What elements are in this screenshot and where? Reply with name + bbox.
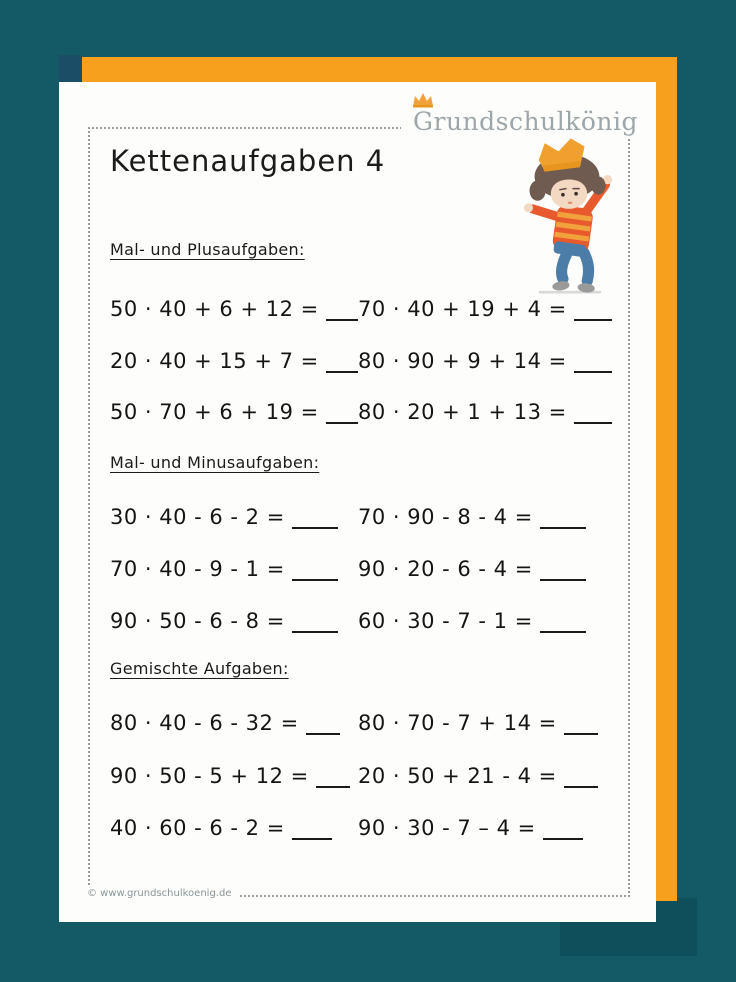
problem bbox=[358, 297, 612, 321]
answer-blank bbox=[574, 351, 612, 373]
problem-row bbox=[110, 349, 630, 373]
problem-expression: 30 · 40 - 6 - 2 = bbox=[110, 505, 285, 529]
problem-expression: 70 · 90 - 8 - 4 = bbox=[358, 505, 533, 529]
grundschulkoenig-logo bbox=[401, 107, 640, 136]
problem-expression: 50 · 70 + 6 + 19 = bbox=[110, 400, 319, 424]
problem-expression: 90 · 50 - 5 + 12 = bbox=[110, 764, 309, 788]
problem-expression: 80 · 20 + 1 + 13 = bbox=[358, 400, 567, 424]
problem-expression: 90 · 20 - 6 - 4 = bbox=[358, 557, 533, 581]
answer-blank bbox=[316, 766, 350, 788]
problem-expression: 40 · 60 - 6 - 2 = bbox=[110, 816, 285, 840]
answer-blank bbox=[292, 507, 338, 529]
answer-blank bbox=[292, 611, 338, 633]
corner-shadow bbox=[59, 55, 82, 82]
problem-expression: 70 · 40 - 9 - 1 = bbox=[110, 557, 285, 581]
problem bbox=[110, 297, 358, 321]
section-heading: Mal- und Minusaufgaben: bbox=[110, 453, 320, 472]
problem bbox=[358, 711, 598, 735]
problem-expression: 60 · 30 - 7 - 1 = bbox=[358, 609, 533, 633]
problem bbox=[110, 349, 358, 373]
answer-blank bbox=[292, 818, 332, 840]
worksheet-page bbox=[59, 82, 656, 922]
copyright-footer: © www.grundschulkoenig.de bbox=[85, 886, 239, 901]
answer-blank bbox=[540, 611, 586, 633]
problem-row bbox=[110, 764, 630, 788]
problem bbox=[358, 557, 586, 581]
boy-illustration bbox=[515, 138, 623, 298]
problem-expression: 90 · 30 - 7 – 4 = bbox=[358, 816, 536, 840]
problem bbox=[358, 816, 583, 840]
problem bbox=[358, 400, 612, 424]
answer-blank bbox=[292, 559, 338, 581]
problem bbox=[110, 400, 358, 424]
answer-blank bbox=[564, 713, 598, 735]
face bbox=[551, 179, 587, 209]
answer-blank bbox=[326, 299, 358, 321]
problem bbox=[110, 816, 358, 840]
problem bbox=[358, 609, 586, 633]
problem bbox=[110, 711, 358, 735]
answer-blank bbox=[540, 507, 586, 529]
problem bbox=[358, 349, 612, 373]
problem bbox=[110, 505, 358, 529]
problem-row bbox=[110, 297, 630, 321]
crown-icon bbox=[411, 92, 435, 108]
problem-row bbox=[110, 609, 630, 633]
problem bbox=[358, 505, 586, 529]
answer-blank bbox=[574, 402, 612, 424]
problem-expression: 80 · 40 - 6 - 32 = bbox=[110, 711, 299, 735]
section-heading: Gemischte Aufgaben: bbox=[110, 659, 289, 678]
page-title: Kettenaufgaben 4 bbox=[110, 144, 386, 178]
problem bbox=[110, 609, 358, 633]
answer-blank bbox=[543, 818, 583, 840]
problem-expression: 80 · 90 + 9 + 14 = bbox=[358, 349, 567, 373]
problem-expression: 70 · 40 + 19 + 4 = bbox=[358, 297, 567, 321]
logo-text: Grundschulkönig bbox=[401, 105, 640, 138]
answer-blank bbox=[564, 766, 598, 788]
problem-row bbox=[110, 557, 630, 581]
problem bbox=[110, 764, 358, 788]
answer-blank bbox=[326, 402, 358, 424]
answer-blank bbox=[574, 299, 612, 321]
problem-expression: 20 · 40 + 15 + 7 = bbox=[110, 349, 319, 373]
boy-crown-icon bbox=[537, 138, 586, 172]
problem bbox=[358, 764, 598, 788]
problem-expression: 80 · 70 - 7 + 14 = bbox=[358, 711, 557, 735]
answer-blank bbox=[326, 351, 358, 373]
problem-expression: 90 · 50 - 6 - 8 = bbox=[110, 609, 285, 633]
problem-row bbox=[110, 400, 630, 424]
problem-row bbox=[110, 711, 630, 735]
problem-row bbox=[110, 505, 630, 529]
problem bbox=[110, 557, 358, 581]
answer-blank bbox=[306, 713, 340, 735]
problem-row bbox=[110, 816, 630, 840]
problem-expression: 50 · 40 + 6 + 12 = bbox=[110, 297, 319, 321]
answer-blank bbox=[540, 559, 586, 581]
section-heading: Mal- und Plusaufgaben: bbox=[110, 240, 305, 259]
problem-expression: 20 · 50 + 21 - 4 = bbox=[358, 764, 557, 788]
